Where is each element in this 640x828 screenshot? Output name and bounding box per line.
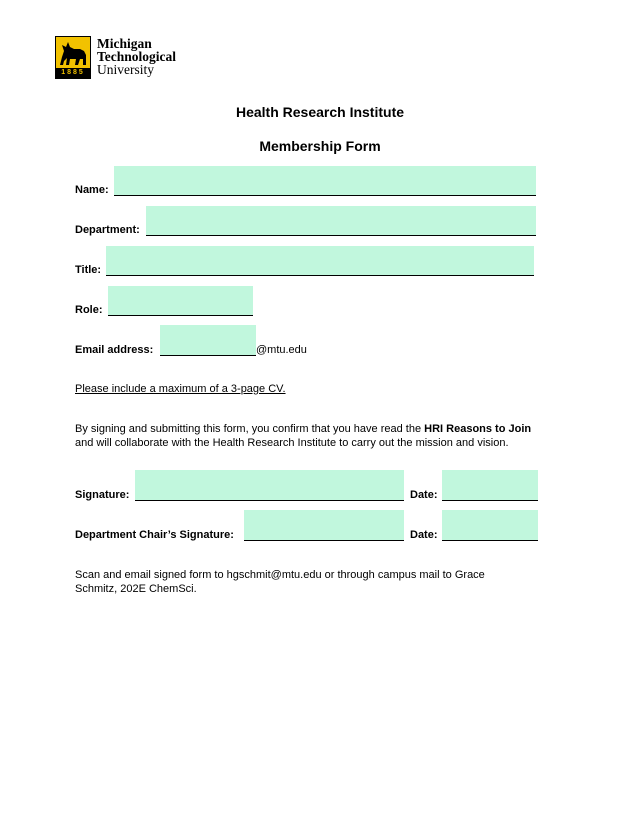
department-field[interactable] [146, 206, 536, 236]
cv-note: Please include a maximum of a 3-page CV. [75, 383, 286, 395]
chair-signature-field[interactable] [244, 510, 404, 541]
husky-icon [56, 37, 90, 69]
chair-signature-label: Department Chair’s Signature: [75, 529, 234, 541]
signature-date-underline [442, 500, 538, 501]
logo-line-1: Michigan [97, 36, 152, 51]
chair-date-label: Date: [410, 529, 438, 541]
title-label: Title: [75, 264, 102, 276]
name-field[interactable] [114, 166, 536, 196]
email-domain: @mtu.edu [256, 344, 307, 356]
consent-text-1: By signing and submitting this form, you confirm that you have read the [75, 423, 425, 435]
university-wordmark [97, 37, 176, 76]
email-underline [160, 355, 256, 356]
logo-line-2: Technological [97, 49, 177, 64]
submission-instructions [75, 568, 575, 596]
logo-year: 1885 [56, 68, 90, 78]
chair-date-underline [442, 540, 538, 541]
submission-line-1: Scan and email signed form to hgschmit@mtu.edu or through campus mail to Grace [75, 569, 485, 581]
department-underline [146, 235, 536, 236]
submission-line-2: Schmitz, 202E ChemSci. [75, 583, 197, 595]
name-label: Name: [75, 184, 109, 196]
title-field[interactable] [106, 246, 534, 276]
consent-text-2: and will collaborate with the Health Research Institute to carry out the mission and vision. [75, 437, 509, 449]
consent-paragraph [75, 422, 575, 450]
reasons-to-join: HRI Reasons to Join [424, 423, 532, 435]
department-label: Department: [75, 224, 140, 236]
signature-field[interactable] [135, 470, 404, 501]
signature-label: Signature: [75, 489, 130, 501]
role-label: Role: [75, 304, 103, 316]
name-underline [114, 195, 536, 196]
email-label: Email address: [75, 344, 154, 356]
page-title: Health Research Institute [235, 104, 405, 120]
logo-line-3: University [97, 62, 154, 77]
title-underline [106, 275, 534, 276]
role-field[interactable] [108, 286, 253, 316]
university-logo-mark [55, 36, 91, 79]
chair-signature-underline [244, 540, 404, 541]
chair-date-field[interactable] [442, 510, 538, 541]
form-subtitle: Membership Form [259, 138, 381, 154]
email-field[interactable] [160, 325, 256, 356]
signature-date-label: Date: [410, 489, 438, 501]
role-underline [108, 315, 253, 316]
signature-date-field[interactable] [442, 470, 538, 501]
signature-underline [135, 500, 404, 501]
